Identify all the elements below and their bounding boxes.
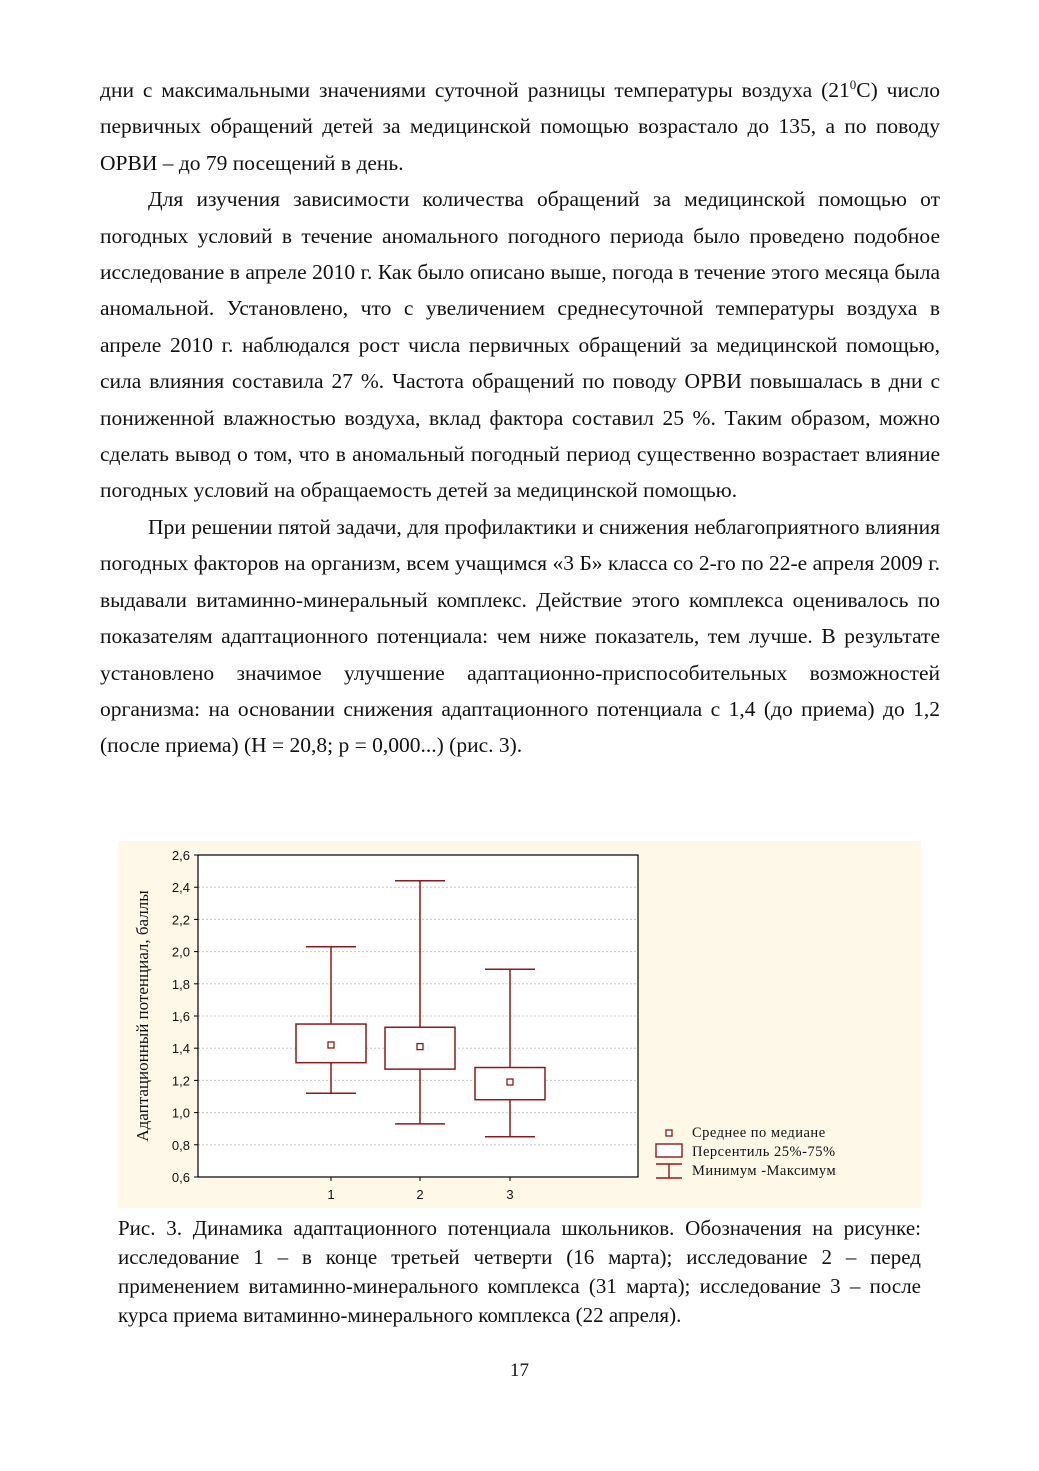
y-tick-label: 0,6 (171, 1170, 190, 1185)
superscript-degree: 0 (849, 76, 857, 92)
legend-box-icon (656, 1144, 682, 1157)
legend-label: Среднее по медиане (692, 1125, 826, 1141)
figure-3 (118, 841, 921, 1208)
y-axis-title: Адаптационный потенциал, баллы (133, 890, 152, 1142)
median-marker (417, 1044, 423, 1050)
body-text (100, 72, 940, 764)
y-tick-label: 1,4 (171, 1041, 190, 1057)
paragraph-3: При решении пятой задачи, для профилактики и снижения неблагоприятного влияния погодных факторов на организм, всем учащимся «3 Б» класса со 2-го по 22-е апреля 2009 г. выдавали витаминно-минеральный комплекс. Действие этого комплекса оценивалось по показателям адаптационного потенциала: чем ниже показатель, тем лучше. В результате установлено значимое улучшение адаптационно-приспособительных возможностей организма: на основании снижения адаптационного потенциала с 1,4 (до приема) до 1,2 (после приема) (H = 20,8; p = 0,000...) (рис. 3). (100, 514, 940, 758)
y-tick-label: 2,6 (171, 848, 190, 863)
paragraph-1-end: С) число первичных обращений детей за медицинской помощью возрастало до 135, а по поводу ОРВИ – до 79 посещений в день. (100, 78, 941, 175)
median-marker (507, 1079, 513, 1085)
median-marker (328, 1042, 334, 1048)
y-tick-label: 1,2 (171, 1073, 190, 1089)
y-tick-label: 1,6 (171, 1009, 190, 1024)
x-tick-label: 2 (416, 1187, 424, 1202)
y-tick-label: 1,0 (171, 1105, 190, 1121)
x-tick-label: 3 (506, 1187, 514, 1202)
boxplot-chart (118, 841, 921, 1208)
paragraph-1-start: дни с максимальными значениями суточной разницы температуры воздуха (21 (100, 78, 850, 102)
x-tick-label: 1 (327, 1187, 335, 1202)
y-tick-label: 2,4 (171, 880, 190, 896)
paragraph-1 (100, 72, 940, 181)
legend-label: Минимум -Максимум (692, 1163, 837, 1179)
page-number: 17 (510, 1360, 529, 1381)
y-tick-label: 2,0 (171, 944, 190, 960)
y-tick-label: 0,8 (171, 1137, 190, 1153)
legend-label: Персентиль 25%-75% (692, 1144, 836, 1160)
paragraph-2: Для изучения зависимости количества обращений за медицинской помощью от погодных условий в течение аномального погодного периода было проведено подобное исследование в апреле 2010 г. Как было описано выше, погода в течение этого месяца была аномальной. Установлено, что с увеличением среднесуточной температуры воздуха в апреле 2010 г. наблюдался рост числа первичных обращений за медицинской помощью, сила влияния составила 27 %. Частота обращений по поводу ОРВИ повышалась в дни с пониженной влажностью воздуха, вклад фактора составил 25 %. Таким образом, можно сделать вывод о том, что в аномальный погодный период существенно возрастает влияние погодных условий на обращаемость детей за медицинской помощью. (100, 187, 940, 503)
figure-caption: Рис. 3. Динамика адаптационного потенциала школьников. Обозначения на рисунке: исследование 1 – в конце третьей четверти (16 марта); исследование 2 – перед применением витаминно-минерального комплекса (31 марта); исследование 3 – после курса приема витаминно-минерального комплекса (22 апреля). (118, 1216, 921, 1327)
legend-median-icon (666, 1130, 672, 1136)
y-tick-label: 1,8 (171, 976, 190, 992)
y-tick-label: 2,2 (171, 912, 190, 928)
